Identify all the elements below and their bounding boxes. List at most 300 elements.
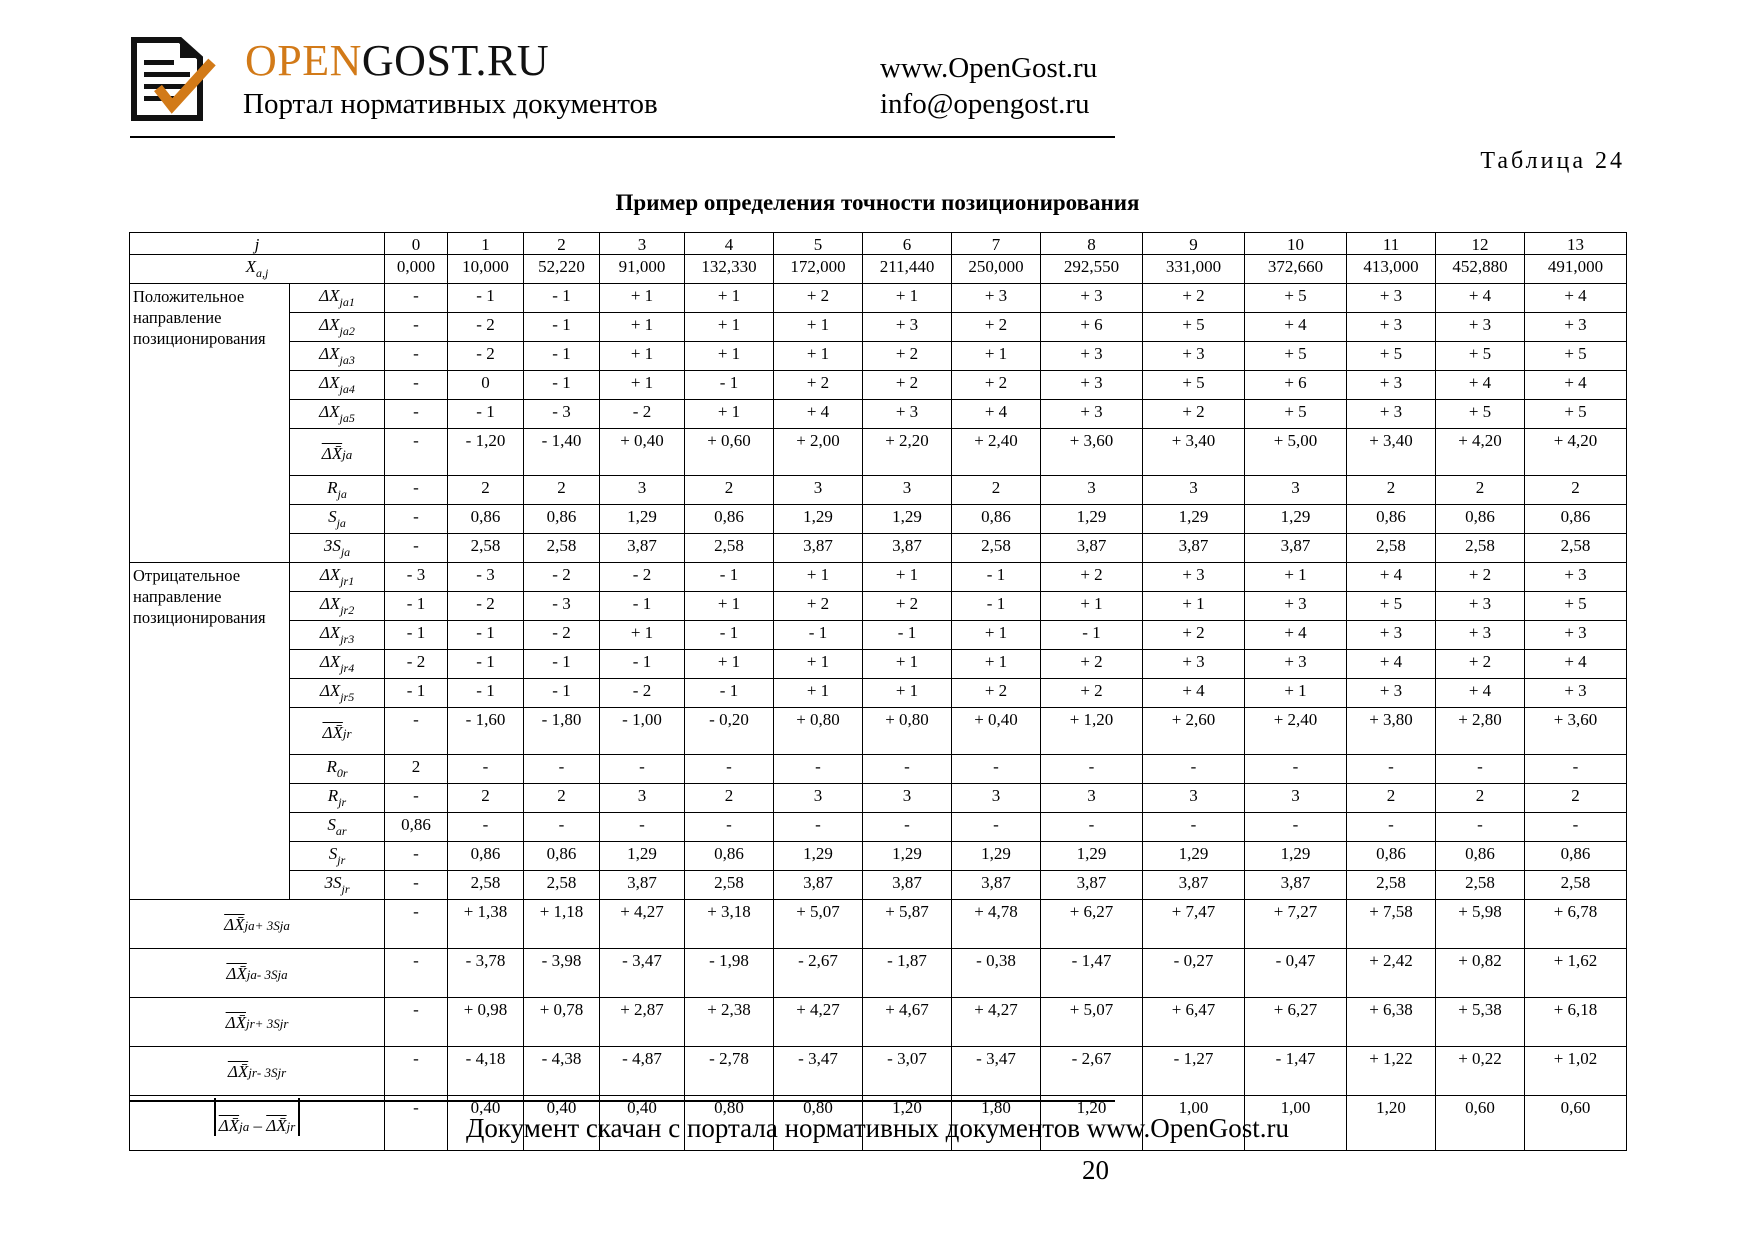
brand-part-gost: GOST.RU xyxy=(361,36,550,85)
table-cell: - xyxy=(600,813,685,842)
table-cell: 211,440 xyxy=(863,255,952,284)
table-cell: 0,86 xyxy=(1525,505,1627,534)
table-cell: 0,86 xyxy=(448,505,524,534)
row-symbol: S xyxy=(328,844,338,863)
table-cell: 2 xyxy=(685,476,774,505)
table-cell: 372,660 xyxy=(1245,255,1347,284)
table-row-mean xyxy=(130,708,1627,755)
table-cell: 2,58 xyxy=(952,534,1041,563)
table-cell: + 4 xyxy=(1347,563,1436,592)
table-row xyxy=(130,342,1627,371)
table-cell: - xyxy=(385,313,448,342)
row-subscript: jr5 xyxy=(340,690,355,704)
abs-subscript-1: ja xyxy=(239,1119,250,1134)
table-cell: 1,29 xyxy=(774,842,863,871)
column-header: 13 xyxy=(1525,233,1627,255)
table-cell: + 1 xyxy=(600,371,685,400)
table-cell: - xyxy=(1436,813,1525,842)
row-label xyxy=(290,476,385,505)
row-subscript: ja5 xyxy=(339,411,355,425)
summary-tail-subscript: jr xyxy=(279,1016,289,1031)
row-label xyxy=(290,563,385,592)
table-row xyxy=(130,400,1627,429)
table-cell: 2 xyxy=(448,784,524,813)
table-cell: + 2,38 xyxy=(685,998,774,1047)
table-row xyxy=(130,371,1627,400)
table-cell: - 1,27 xyxy=(1143,1047,1245,1096)
table-cell: - 0,38 xyxy=(952,949,1041,998)
table-cell: - xyxy=(448,813,524,842)
table-cell: - xyxy=(385,476,448,505)
summary-subscript: jr xyxy=(246,1016,255,1031)
table-cell: + 3 xyxy=(952,284,1041,313)
table-cell: + 0,80 xyxy=(863,708,952,755)
table-cell: 3 xyxy=(774,476,863,505)
table-cell: + 4,27 xyxy=(600,900,685,949)
table-cell: - 3,47 xyxy=(774,1047,863,1096)
table-cell: + 4 xyxy=(1347,650,1436,679)
table-cell: 2,58 xyxy=(1347,534,1436,563)
table-cell: - xyxy=(774,813,863,842)
table-cell: + 3 xyxy=(1347,621,1436,650)
brand-name xyxy=(245,36,549,86)
table-cell: - 1,47 xyxy=(1245,1047,1347,1096)
table-cell: 1,29 xyxy=(952,842,1041,871)
table-cell: + 2 xyxy=(1041,650,1143,679)
row-label xyxy=(290,505,385,534)
row-symbol: ΔX xyxy=(319,402,340,421)
table-cell: + 2 xyxy=(1143,400,1245,429)
table-cell: + 4 xyxy=(952,400,1041,429)
table-cell: + 1 xyxy=(863,563,952,592)
table-cell: + 3 xyxy=(1041,284,1143,313)
table-cell: - 1 xyxy=(448,679,524,708)
email-link[interactable]: info@opengost.ru xyxy=(880,88,1090,120)
table-cell: 0,86 xyxy=(1436,505,1525,534)
table-cell: - 4,87 xyxy=(600,1047,685,1096)
table-cell: 3,87 xyxy=(600,534,685,563)
row-label xyxy=(290,871,385,900)
table-cell: - 2,67 xyxy=(1041,1047,1143,1096)
table-cell: + 1,02 xyxy=(1525,1047,1627,1096)
table-cell: 172,000 xyxy=(774,255,863,284)
table-row xyxy=(130,476,1627,505)
row-symbol: ΔX xyxy=(319,623,341,642)
table-cell: - 1 xyxy=(685,679,774,708)
table-cell: + 6 xyxy=(1041,313,1143,342)
table-cell: + 4 xyxy=(1436,284,1525,313)
table-cell: + 3 xyxy=(1041,371,1143,400)
table-cell: 413,000 xyxy=(1347,255,1436,284)
mean-symbol: ΔX̄ xyxy=(322,723,343,742)
table-cell: + 3 xyxy=(1245,650,1347,679)
row-symbol: S xyxy=(328,507,337,526)
table-cell: - 1 xyxy=(385,592,448,621)
table-cell: 2 xyxy=(1347,476,1436,505)
row-subscript: jr4 xyxy=(340,661,355,675)
table-cell: 3 xyxy=(600,784,685,813)
table-cell: - xyxy=(385,784,448,813)
column-header: 2 xyxy=(524,233,600,255)
table-cell: - 1 xyxy=(863,621,952,650)
row-label xyxy=(290,755,385,784)
table-cell: + 1 xyxy=(685,650,774,679)
row-symbol: ΔX xyxy=(319,286,340,305)
table-cell: - 1 xyxy=(952,592,1041,621)
table-cell: - xyxy=(385,842,448,871)
table-cell: + 4,27 xyxy=(952,998,1041,1047)
table-cell: - 3,47 xyxy=(952,1047,1041,1096)
table-cell: + 5 xyxy=(1525,342,1627,371)
table-cell: + 2 xyxy=(1041,563,1143,592)
table-cell: + 7,58 xyxy=(1347,900,1436,949)
table-cell: 1,29 xyxy=(1245,505,1347,534)
summary-tail-subscript: jr xyxy=(277,1065,287,1080)
table-cell: - xyxy=(524,755,600,784)
table-cell: + 2,80 xyxy=(1436,708,1525,755)
table-cell: 0,000 xyxy=(385,255,448,284)
table-cell: - xyxy=(385,371,448,400)
table-cell: + 0,60 xyxy=(685,429,774,476)
table-cell: - 2 xyxy=(600,563,685,592)
table-cell: + 4,27 xyxy=(774,998,863,1047)
table-cell: 0,86 xyxy=(385,813,448,842)
table-cell: 2 xyxy=(385,755,448,784)
table-cell: - xyxy=(952,755,1041,784)
table-row xyxy=(130,284,1627,313)
row-label xyxy=(290,842,385,871)
table-cell: 2 xyxy=(1436,476,1525,505)
table-cell: + 3,80 xyxy=(1347,708,1436,755)
table-cell: + 3 xyxy=(1436,621,1525,650)
table-cell: + 1 xyxy=(685,342,774,371)
table-cell: - xyxy=(385,1096,448,1151)
row-label xyxy=(290,592,385,621)
row-symbol: ΔX xyxy=(319,565,341,584)
table-cell: + 4,20 xyxy=(1436,429,1525,476)
table-cell: + 1 xyxy=(685,284,774,313)
summary-label xyxy=(130,949,385,998)
table-cell: - 1 xyxy=(600,592,685,621)
table-cell: 0,80 xyxy=(774,1096,863,1151)
row-subscript: ja3 xyxy=(339,353,355,367)
table-cell: 3,87 xyxy=(774,871,863,900)
table-cell: 2 xyxy=(524,476,600,505)
table-cell: 3,87 xyxy=(1041,871,1143,900)
summary-tail: + 3S xyxy=(254,918,280,933)
table-cell: 1,29 xyxy=(1041,505,1143,534)
table-cell: - xyxy=(385,708,448,755)
table-cell: + 1 xyxy=(952,342,1041,371)
table-cell: 0 xyxy=(448,371,524,400)
table-cell: - 1 xyxy=(448,284,524,313)
table-cell: 1,29 xyxy=(1143,505,1245,534)
table-cell: + 1 xyxy=(863,284,952,313)
table-cell: - xyxy=(1041,755,1143,784)
row-label xyxy=(290,621,385,650)
header-divider xyxy=(130,136,1115,138)
table-cell: + 3 xyxy=(1347,679,1436,708)
row-label xyxy=(290,784,385,813)
table-cell: - xyxy=(385,505,448,534)
table-cell: + 6,38 xyxy=(1347,998,1436,1047)
table-cell: - 1 xyxy=(448,621,524,650)
table-cell: + 1,38 xyxy=(448,900,524,949)
table-cell: + 2 xyxy=(1143,621,1245,650)
table-cell: 1,20 xyxy=(1041,1096,1143,1151)
table-cell: + 5,07 xyxy=(774,900,863,949)
table-cell: 2,58 xyxy=(685,871,774,900)
table-cell: 0,86 xyxy=(685,842,774,871)
table-cell: - 1 xyxy=(385,621,448,650)
table-cell: + 4 xyxy=(1245,313,1347,342)
row-symbol: ΔX xyxy=(319,344,340,363)
table-cell: - xyxy=(385,534,448,563)
table-cell: 91,000 xyxy=(600,255,685,284)
table-cell: - 1 xyxy=(524,313,600,342)
table-cell: - 2,78 xyxy=(685,1047,774,1096)
table-cell: - 4,38 xyxy=(524,1047,600,1096)
table-cell: + 3 xyxy=(1436,313,1525,342)
table-cell: - xyxy=(952,813,1041,842)
summary-symbol: ΔX̄ xyxy=(226,964,247,983)
row-label xyxy=(290,284,385,313)
table-cell: + 6,27 xyxy=(1245,998,1347,1047)
table-row xyxy=(130,505,1627,534)
table-cell: + 1,22 xyxy=(1347,1047,1436,1096)
table-cell: 3,87 xyxy=(600,871,685,900)
table-cell: 2,58 xyxy=(685,534,774,563)
table-cell: + 1 xyxy=(774,313,863,342)
table-cell: - xyxy=(685,813,774,842)
footer-text: Документ скачан с портала нормативных документов www.OpenGost.ru xyxy=(466,1113,1289,1143)
summary-tail-subscript: ja xyxy=(279,918,290,933)
table-cell: + 1 xyxy=(774,342,863,371)
table-cell: + 3 xyxy=(1347,371,1436,400)
table-cell: 3 xyxy=(1143,784,1245,813)
column-header: 1 xyxy=(448,233,524,255)
table-cell: + 3 xyxy=(1041,400,1143,429)
table-cell: - 3,07 xyxy=(863,1047,952,1096)
table-cell: + 2 xyxy=(952,371,1041,400)
table-cell: 0,86 xyxy=(524,505,600,534)
table-cell: + 2 xyxy=(863,371,952,400)
row-subscript: ja xyxy=(337,487,347,501)
table-row xyxy=(130,871,1627,900)
table-cell: + 3 xyxy=(1525,313,1627,342)
table-cell: + 3 xyxy=(1525,621,1627,650)
table-cell: 3 xyxy=(952,784,1041,813)
table-cell: 3,87 xyxy=(774,534,863,563)
column-header: 10 xyxy=(1245,233,1347,255)
table-cell: 2,58 xyxy=(1525,534,1627,563)
table-row-j xyxy=(130,233,1627,255)
table-cell: - 2 xyxy=(448,342,524,371)
footer-divider xyxy=(130,1100,1115,1102)
table-cell: + 2 xyxy=(774,592,863,621)
table-cell: + 4,78 xyxy=(952,900,1041,949)
summary-label xyxy=(130,1047,385,1096)
table-cell: + 1,20 xyxy=(1041,708,1143,755)
table-cell: - xyxy=(774,755,863,784)
table-cell: 2,58 xyxy=(524,534,600,563)
table-cell: - 1 xyxy=(600,650,685,679)
mean-subscript: ja xyxy=(342,447,353,462)
table-cell: - xyxy=(1347,813,1436,842)
table-cell: - 1 xyxy=(685,563,774,592)
table-cell: + 2,42 xyxy=(1347,949,1436,998)
table-cell: - xyxy=(1347,755,1436,784)
table-cell: 2 xyxy=(1436,784,1525,813)
table-cell: - 1 xyxy=(524,342,600,371)
table-cell: 0,86 xyxy=(524,842,600,871)
row-symbol: R xyxy=(327,478,338,497)
column-header: 11 xyxy=(1347,233,1436,255)
table-cell: - 0,20 xyxy=(685,708,774,755)
row-subscript: ar xyxy=(335,824,347,838)
table-cell: + 2,20 xyxy=(863,429,952,476)
table-cell: + 5 xyxy=(1436,400,1525,429)
row-subscript: jr3 xyxy=(340,632,355,646)
table-cell: + 3,18 xyxy=(685,900,774,949)
table-cell: - 1,80 xyxy=(524,708,600,755)
table-cell: 3,87 xyxy=(863,871,952,900)
table-cell: - 2 xyxy=(524,621,600,650)
table-cell: + 1,62 xyxy=(1525,949,1627,998)
table-cell: + 4 xyxy=(774,400,863,429)
table-cell: 2,58 xyxy=(1436,534,1525,563)
table-cell: + 3 xyxy=(1041,342,1143,371)
table-cell: 10,000 xyxy=(448,255,524,284)
table-cell: - 1 xyxy=(952,563,1041,592)
row-label xyxy=(290,813,385,842)
table-cell: + 1 xyxy=(1041,592,1143,621)
table-cell: + 1 xyxy=(863,679,952,708)
table-cell: - 1 xyxy=(524,284,600,313)
table-row xyxy=(130,813,1627,842)
table-cell: 3 xyxy=(863,784,952,813)
table-cell: + 3 xyxy=(1143,342,1245,371)
summary-subscript: ja xyxy=(246,967,257,982)
table-row xyxy=(130,755,1627,784)
table-cell: + 5,07 xyxy=(1041,998,1143,1047)
table-cell: + 1 xyxy=(600,313,685,342)
table-cell: + 3 xyxy=(1347,284,1436,313)
table-cell: 1,29 xyxy=(774,505,863,534)
portal-subtitle: Портал нормативных документов xyxy=(243,88,658,120)
table-cell: + 1 xyxy=(774,563,863,592)
table-cell: + 1 xyxy=(774,679,863,708)
table-cell: + 1 xyxy=(600,621,685,650)
table-cell: + 5 xyxy=(1245,400,1347,429)
table-cell: 3 xyxy=(774,784,863,813)
table-cell: - 3,78 xyxy=(448,949,524,998)
row-subscript: ja2 xyxy=(339,324,355,338)
table-cell: - 2 xyxy=(448,592,524,621)
table-cell: - xyxy=(385,900,448,949)
table-cell: - xyxy=(1245,755,1347,784)
table-cell: 1,29 xyxy=(600,505,685,534)
table-cell: 1,20 xyxy=(863,1096,952,1151)
table-cell: - 1,20 xyxy=(448,429,524,476)
table-cell: + 1 xyxy=(774,650,863,679)
table-cell: 292,550 xyxy=(1041,255,1143,284)
row-symbol: ΔX xyxy=(319,594,341,613)
table-cell: + 1 xyxy=(952,650,1041,679)
table-cell: 1,29 xyxy=(863,505,952,534)
table-cell: + 3 xyxy=(863,313,952,342)
table-cell: 0,60 xyxy=(1436,1096,1525,1151)
table-cell: 2,58 xyxy=(1436,871,1525,900)
row-label xyxy=(290,400,385,429)
table-cell: + 5 xyxy=(1436,342,1525,371)
row-symbol: S xyxy=(327,815,336,834)
table-cell: 1,00 xyxy=(1143,1096,1245,1151)
table-row xyxy=(130,679,1627,708)
table-cell: + 6,27 xyxy=(1041,900,1143,949)
table-cell: - xyxy=(385,949,448,998)
table-cell: 0,60 xyxy=(1525,1096,1627,1151)
table-cell: 132,330 xyxy=(685,255,774,284)
table-cell: + 1 xyxy=(1143,592,1245,621)
abs-minus: – xyxy=(249,1116,267,1135)
row-symbol: ΔX xyxy=(319,652,341,671)
positioning-accuracy-table xyxy=(129,232,1627,1151)
table-cell: 0,86 xyxy=(1347,505,1436,534)
table-cell: 2,58 xyxy=(1347,871,1436,900)
row-subscript: ja4 xyxy=(339,382,355,396)
table-cell: 2 xyxy=(1347,784,1436,813)
table-cell: 491,000 xyxy=(1525,255,1627,284)
table-cell: + 4 xyxy=(1525,650,1627,679)
x-symbol: X xyxy=(245,257,257,276)
table-number: Таблица 24 xyxy=(1480,148,1625,174)
table-cell: - 1 xyxy=(685,621,774,650)
table-cell: + 0,98 xyxy=(448,998,524,1047)
table-cell: 1,29 xyxy=(863,842,952,871)
table-cell: + 7,27 xyxy=(1245,900,1347,949)
table-cell: - xyxy=(1525,755,1627,784)
table-cell: + 3,40 xyxy=(1143,429,1245,476)
table-cell: 1,29 xyxy=(1245,842,1347,871)
table-cell: + 1 xyxy=(863,650,952,679)
table-cell: 2 xyxy=(1525,784,1627,813)
website-link[interactable]: www.OpenGost.ru xyxy=(880,52,1098,84)
table-cell: + 0,22 xyxy=(1436,1047,1525,1096)
table-row-summary xyxy=(130,998,1627,1047)
table-cell: - xyxy=(685,755,774,784)
table-cell: 1,29 xyxy=(1143,842,1245,871)
table-cell: + 5 xyxy=(1525,400,1627,429)
x-subscript: a,j xyxy=(256,266,269,280)
table-cell: + 1 xyxy=(685,313,774,342)
table-cell: 3 xyxy=(1143,476,1245,505)
column-header: 12 xyxy=(1436,233,1525,255)
table-cell: - 2 xyxy=(448,313,524,342)
table-cell: + 1 xyxy=(685,400,774,429)
row-label-mean xyxy=(290,708,385,755)
row-label xyxy=(290,679,385,708)
row-subscript: ja xyxy=(336,516,346,530)
table-row xyxy=(130,650,1627,679)
table-cell: 0,40 xyxy=(600,1096,685,1151)
row-label xyxy=(290,342,385,371)
table-cell: 3,87 xyxy=(1245,871,1347,900)
table-cell: + 2 xyxy=(774,371,863,400)
table-cell: 0,86 xyxy=(685,505,774,534)
table-cell: - xyxy=(385,342,448,371)
table-cell: + 4,20 xyxy=(1525,429,1627,476)
